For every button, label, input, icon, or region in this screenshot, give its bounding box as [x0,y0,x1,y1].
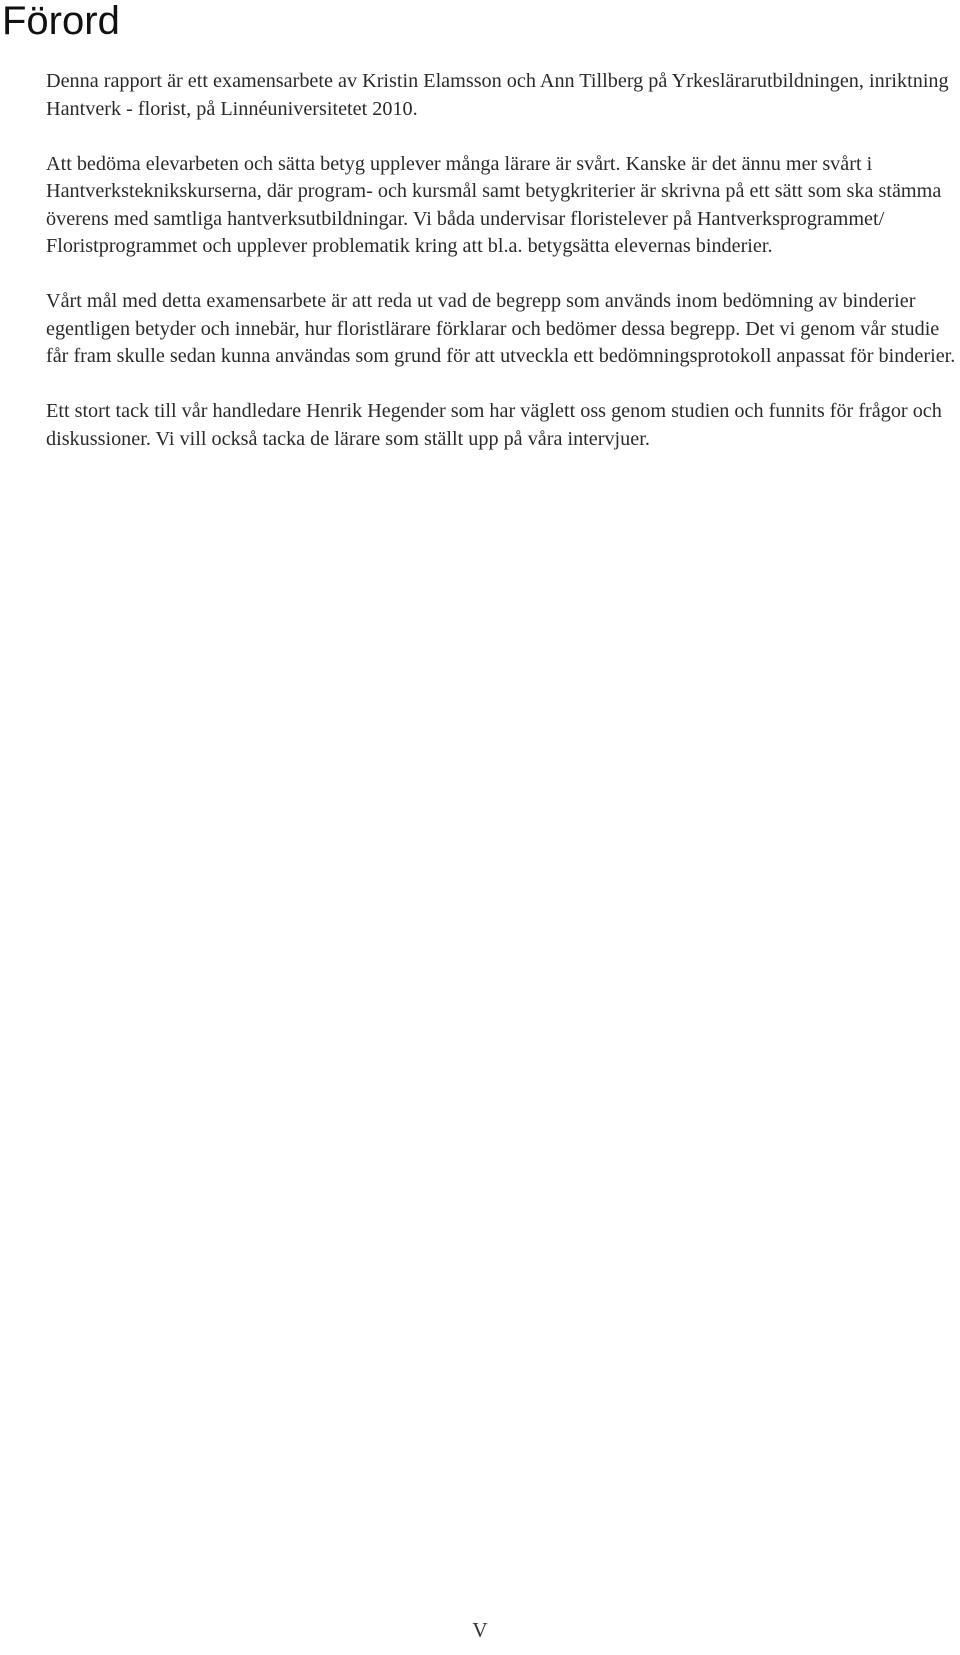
page-title: Förord [2,0,120,43]
preface-body [46,68,956,481]
paragraph-background: Att bedöma elevarbeten och sätta betyg upplever många lärare är svårt. Kanske är det ännu mer svårt i Hantverksteknikskurserna, där program- och kursmål samt betygkriterier är skrivna på ett sätt som ska stämma överens med samtliga hantverksutbildningar. Vi båda undervisar floristelever på Hantverksprogrammet/ Floristprogrammet och upplever problematik kring att bl.a. betygsätta elevernas binderier. [46,152,942,257]
paragraph-aim: Vårt mål med detta examensarbete är att reda ut vad de begrepp som används inom bedömning av binderier egentligen betyder och innebär, hur floristlärare förklarar och bedömer dessa begrepp. Det vi genom vår studie får fram skulle sedan kunna användas som grund för att utveckla ett bedömningsprotokoll anpassat för binderier. [46,290,956,367]
page-number: V [472,1618,488,1642]
paragraph-intro: Denna rapport är ett examensarbete av Kristin Elamsson och Ann Tillberg på Yrkeslärarutbildningen, inriktning Hantverk - florist, på Linnéuniversitetet 2010. [46,70,949,120]
paragraph-acknowledgements: Ett stort tack till vår handledare Henrik Hegender som har väglett oss genom studien och funnits för frågor och diskussioner. Vi vill också tacka de lärare som ställt upp på våra intervjuer. [46,400,942,450]
